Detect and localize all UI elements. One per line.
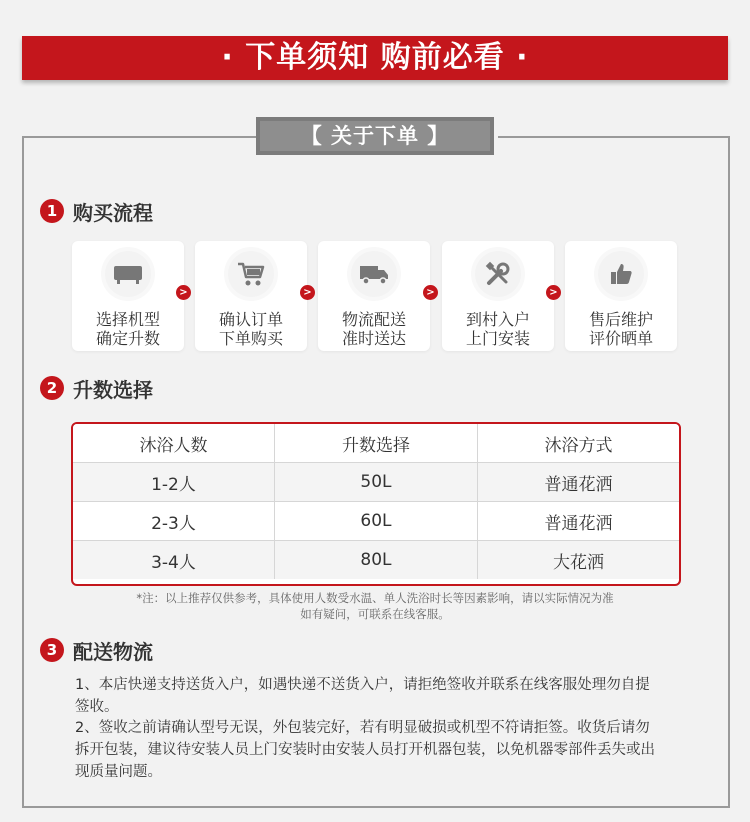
note-line: *注：以上推荐仅供参考，具体使用人数受水温、单人洗浴时长等因素影响，请以实际情况为准 bbox=[136, 591, 614, 605]
table-row bbox=[73, 502, 679, 541]
thumbs-up-icon bbox=[598, 251, 644, 297]
frame-divider bbox=[498, 136, 728, 138]
frame-divider bbox=[24, 136, 260, 138]
capacity-note bbox=[100, 590, 650, 622]
step-arrow-icon: > bbox=[423, 285, 438, 300]
delivery-section-heading bbox=[40, 636, 153, 664]
step-card bbox=[195, 241, 307, 351]
table-header-row bbox=[73, 424, 679, 463]
section-label: 升数选择 bbox=[73, 377, 153, 402]
step-arrow-icon: > bbox=[176, 285, 191, 300]
table-cell: 60L bbox=[275, 502, 478, 541]
section-title: 【 关于下单 】 bbox=[256, 117, 494, 155]
step-label: 上门安装 bbox=[465, 329, 530, 348]
step-arrow-icon: > bbox=[546, 285, 561, 300]
note-line: 如有疑问，可联系在线客服。 bbox=[300, 607, 450, 621]
step-arrow-icon: > bbox=[300, 285, 315, 300]
delivery-paragraph-2: 2、签收之前请确认型号无误，外包装完好，若有明显破损或机型不符请拒签。收货后请勿拆开包装，建议待安装人员上门安装时由安装人员打开机器包装，以免机器零部件丢失或出现质量问题。 bbox=[75, 720, 655, 780]
capacity-section-heading bbox=[40, 374, 153, 402]
step-label: 准时送达 bbox=[341, 329, 406, 348]
step-card bbox=[318, 241, 430, 351]
table-cell: 普通花洒 bbox=[477, 463, 679, 502]
table-cell: 大花洒 bbox=[477, 541, 679, 580]
step-card bbox=[72, 241, 184, 351]
table-header: 升数选择 bbox=[275, 424, 478, 463]
table-row bbox=[73, 541, 679, 580]
step-label: 售后维护 bbox=[588, 310, 653, 329]
table-cell: 2-3人 bbox=[73, 502, 275, 541]
table-header: 沐浴人数 bbox=[73, 424, 275, 463]
cart-icon bbox=[228, 251, 274, 297]
section-number: 2 bbox=[40, 376, 64, 400]
step-label: 到村入户 bbox=[465, 310, 530, 329]
table-cell: 普通花洒 bbox=[477, 502, 679, 541]
table-header: 沐浴方式 bbox=[477, 424, 679, 463]
tools-icon bbox=[475, 251, 521, 297]
step-label: 选择机型 bbox=[95, 310, 160, 329]
page-banner: · 下单须知 购前必看 · bbox=[22, 36, 728, 80]
step-label: 物流配送 bbox=[341, 310, 406, 329]
step-card bbox=[442, 241, 554, 351]
section-label: 配送物流 bbox=[73, 639, 153, 664]
step-label: 确认订单 bbox=[218, 310, 283, 329]
table-cell: 80L bbox=[275, 541, 478, 580]
table-cell: 50L bbox=[275, 463, 478, 502]
section-label: 购买流程 bbox=[73, 200, 153, 225]
table-cell: 3-4人 bbox=[73, 541, 275, 580]
step-label: 评价晒单 bbox=[588, 329, 653, 348]
table-row bbox=[73, 463, 679, 502]
table-cell: 1-2人 bbox=[73, 463, 275, 502]
section-number: 1 bbox=[40, 199, 64, 223]
purchase-section-heading bbox=[40, 197, 153, 225]
delivery-paragraph-1: 1、本店快递支持送货入户，如遇快递不送货入户，请拒绝签收并联系在线客服处理勿自提签收。 bbox=[75, 677, 650, 715]
step-label: 确定升数 bbox=[95, 329, 160, 348]
section-number: 3 bbox=[40, 638, 64, 662]
water-heater-icon bbox=[105, 251, 151, 297]
step-card bbox=[565, 241, 677, 351]
truck-icon bbox=[351, 251, 397, 297]
step-label: 下单购买 bbox=[218, 329, 283, 348]
capacity-table bbox=[71, 422, 681, 586]
